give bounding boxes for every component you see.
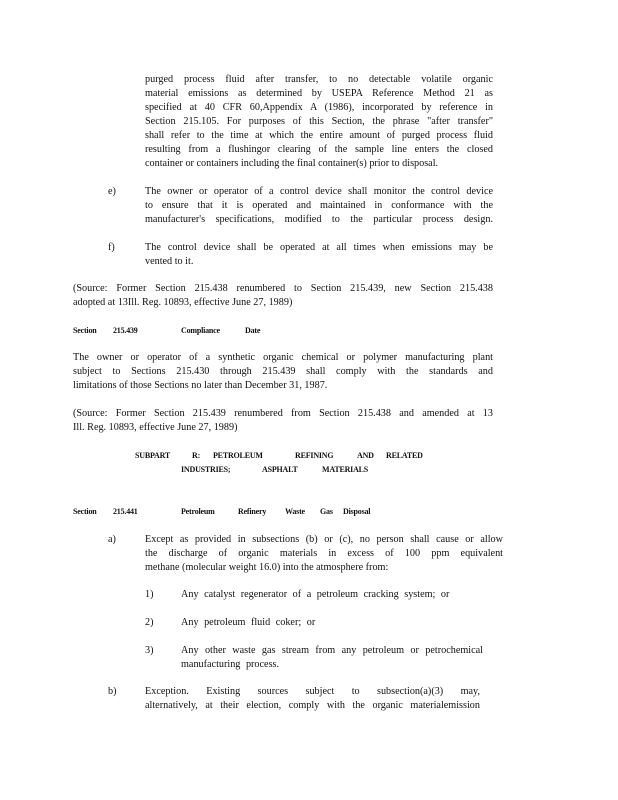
subpart-word: MATERIALS — [322, 465, 369, 474]
text-line: vented to it. — [145, 256, 194, 267]
subitem-label-3: 3) — [145, 645, 154, 656]
section-title-word: Date — [245, 326, 261, 335]
section-number: 215.441 — [113, 507, 138, 516]
text-line: adopted at 13Ill. Reg. 10893, effective June 27, 1989) — [73, 297, 293, 308]
text-line: purged process fluid after transfer, to no detectable volatile organic — [145, 74, 493, 85]
subitem-2-text — [181, 616, 481, 630]
item-label-a: a) — [108, 534, 116, 545]
text-line: methane (molecular weight 16.0) into the atmosphere from: — [145, 562, 389, 573]
text-line: resulting from a flushingor clearing of the sample line enters the closed — [145, 144, 493, 155]
text-line: Ill. Reg. 10893, effective June 27, 1989) — [73, 422, 238, 433]
section-word: Section — [73, 326, 97, 335]
section-word: Section — [73, 507, 97, 516]
text-line: to ensure that it is operated and maintained in conformance with the — [145, 200, 493, 211]
section-title-word: Refinery — [238, 507, 267, 516]
text-line: Exception. Existing sources subject to subsection(a)(3) may, — [145, 686, 480, 697]
subpart-word: REFINING — [295, 451, 334, 460]
source-note — [73, 407, 493, 435]
item-a-paragraph — [145, 533, 503, 575]
section-title-word: Disposal — [343, 507, 371, 516]
item-label-b: b) — [108, 686, 117, 697]
text-line: Section 215.105. For purposes of this Section, the phrase "after transfer" — [145, 116, 493, 127]
subpart-word: SUBPART — [135, 451, 171, 460]
text-line: Any catalyst regenerator of a petroleum cracking system; or — [181, 589, 450, 600]
section-heading-215-441 — [0, 506, 618, 520]
item-f-paragraph — [145, 241, 493, 269]
text-line: (Source: Former Section 215.439 renumbered from Section 215.438 and amended at 13 — [73, 408, 493, 419]
text-line: (Source: Former Section 215.438 renumbered to Section 215.439, new Section 215.438 — [73, 283, 493, 294]
subitem-label-1: 1) — [145, 589, 154, 600]
section-title-word: Waste — [285, 507, 305, 516]
subpart-heading — [0, 450, 618, 480]
source-note — [73, 282, 493, 310]
text-line: alternatively, at their election, comply with the organic materialemission — [145, 700, 480, 711]
text-line: The owner or operator of a control device shall monitor the control device — [145, 186, 493, 197]
text-line: specified at 40 CFR 60,Appendix A (1986), incorporated by reference in — [145, 102, 493, 113]
section-title-word: Gas — [320, 507, 333, 516]
section-heading-215-439 — [0, 325, 618, 339]
text-line: The owner or operator of a synthetic organic chemical or polymer manufacturing plant — [73, 352, 493, 363]
section-title-word: Compliance — [181, 326, 220, 335]
text-line: shall refer to the time at which the entire amount of purged process fluid — [145, 130, 493, 141]
text-line: manufacturer's specifications, modified to the particular process design. — [145, 214, 493, 225]
subpart-word: INDUSTRIES; — [181, 465, 231, 474]
text-line: container or containers including the final container(s) prior to disposal. — [145, 158, 439, 169]
item-label-f: f) — [108, 242, 115, 253]
text-line: Any other waste gas stream from any petroleum or petrochemical — [181, 645, 483, 656]
subpart-word: ASPHALT — [262, 465, 298, 474]
text-line: the discharge of organic materials in excess of 100 ppm equivalent — [145, 548, 503, 559]
text-line: manufacturing process. — [181, 659, 280, 670]
subpart-word: AND — [357, 451, 374, 460]
item-e-paragraph — [145, 185, 493, 227]
text-line: limitations of those Sections no later than December 31, 1987. — [73, 380, 328, 391]
text-line: Any petroleum fluid coker; or — [181, 617, 316, 628]
item-label-e: e) — [108, 186, 116, 197]
section-number: 215.439 — [113, 326, 138, 335]
section-215-439-paragraph — [73, 351, 493, 393]
text-line: Except as provided in subsections (b) or (c), no person shall cause or allow — [145, 534, 503, 545]
subitem-1-text — [181, 588, 481, 602]
section-title-word: Petroleum — [181, 507, 215, 516]
text-line: material emissions as determined by USEPA Reference Method 21 as — [145, 88, 493, 99]
continuation-paragraph — [145, 73, 493, 171]
text-line: subject to Sections 215.430 through 215.439 shall comply with the standards and — [73, 366, 493, 377]
subpart-word: RELATED — [386, 451, 423, 460]
subpart-word: PETROLEUM — [213, 451, 263, 460]
subitem-3-text — [181, 644, 483, 672]
subpart-word: R: — [192, 451, 201, 460]
text-line: The control device shall be operated at all times when emissions may be — [145, 242, 493, 253]
subitem-label-2: 2) — [145, 617, 154, 628]
item-b-paragraph — [145, 685, 480, 713]
